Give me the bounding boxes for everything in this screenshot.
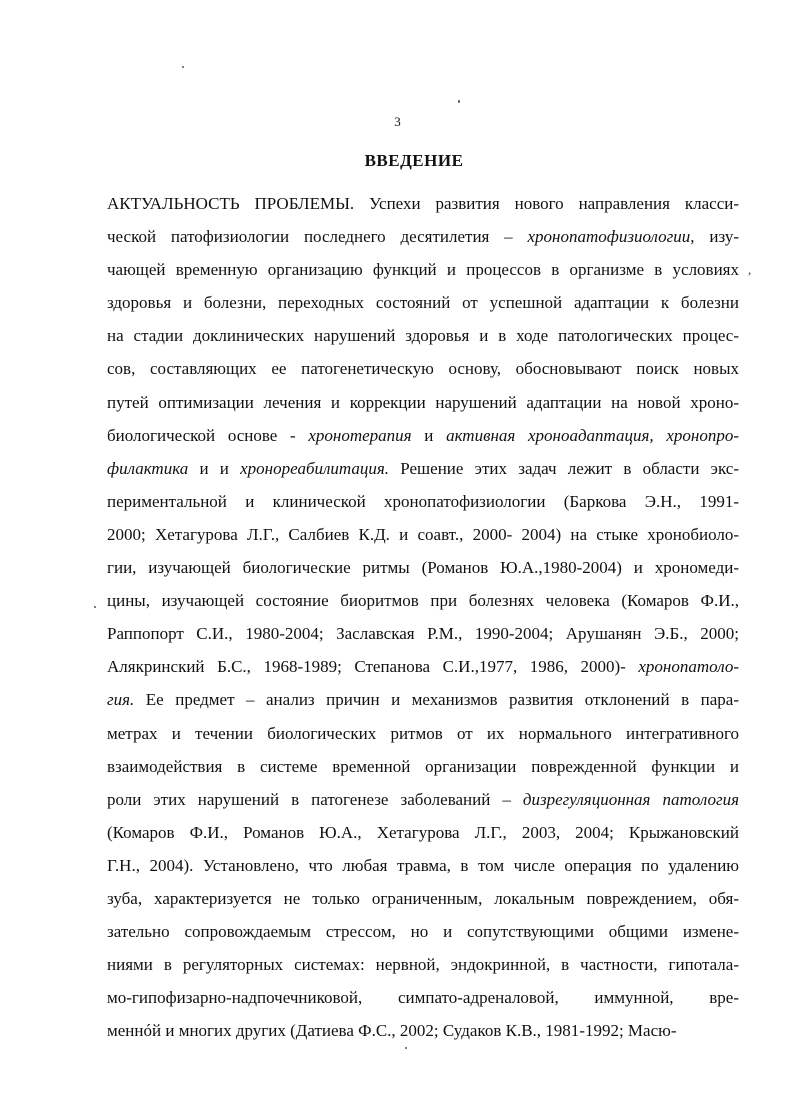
margin-mark-icon: , [748,262,752,277]
text-segment: метрах и течении биологических ритмов от их нормального интегративного [107,723,739,743]
page-title: ВВЕДЕНИЕ [364,151,464,170]
text-segment: сов, составляющих ее патогенетическую основу, обосновывают поиск новых [107,359,739,379]
scan-speck [458,100,460,103]
text-line [107,849,739,882]
text-segment: АКТУАЛЬНОСТЬ ПРОБЛЕМЫ. Успехи развития нового направления класси- [107,194,739,213]
text-line [107,948,739,981]
text-segment: периментальной и клинической хронопатофизиологии (Баркова Э.Н., 1991- [107,491,739,511]
text-segment: зательно сопровождаемым стрессом, но и сопутствующими общими измене- [107,922,739,942]
scan-speck [94,606,96,608]
text-segment [654,426,667,445]
text-segment: и [411,425,447,445]
text-segment: Алякринский Б.С., 1968-1989; Степанова С.И.,1977, 1986, 2000)- [107,657,639,677]
text-segment: Раппопорт С.И., 1980-2004; Заславская Р.М., 1990-2004; Арушанян Э.Б., 2000; [107,624,739,644]
text-segment: на стадии доклинических нарушений здоровья и в ходе патологических процес- [107,326,739,346]
text-segment: ниями в регуляторных системах: нервной, эндокринной, в частности, гипотала- [107,955,739,975]
scan-speck [182,66,184,68]
text-line [107,220,739,253]
text-line [107,981,739,1014]
text-line [107,717,739,750]
text-segment: и и [188,458,241,478]
text-segment: ческой патофизиологии последнего десятилетия – [107,227,528,247]
text-segment: 2000; Хетагурова Л.Г., Салбиев К.Д. и соавт., 2000- 2004) на стыке хронобиоло- [107,524,739,544]
text-line [107,319,739,352]
italic-term: филактика [107,458,189,478]
italic-term: гия. [107,690,135,710]
text-line [107,617,739,650]
text-segment: биологической основе - [107,425,309,445]
text-segment: чающей временную организацию функций и процессов в организме в условиях [107,260,739,280]
text-line [107,882,739,915]
text-line [107,253,739,286]
text-line [107,750,739,783]
italic-term: активная хроноадаптация, [446,425,654,445]
text-segment: Решение этих задач лежит в области экс- [389,458,739,478]
text-line [107,187,739,220]
text-line [107,1014,739,1047]
text-segment: взаимодействия в системе временной организации поврежденной функции и [107,756,739,776]
text-segment: гии, изучающей биологические ритмы (Романов Ю.А.,1980-2004) и хрономеди- [107,558,739,578]
italic-term: хронопро- [666,425,740,445]
text-line [107,783,739,816]
text-segment: зуба, характеризуется не только ограниченным, локальным повреждением, обя- [107,888,739,908]
text-segment: изу- [694,227,739,247]
text-segment: путей оптимизации лечения и коррекции нарушений адаптации на новой хроно- [107,392,739,412]
italic-term: хронотерапия [308,425,412,445]
italic-term: хронореабилитация. [240,458,390,478]
introduction-paragraph [107,187,739,1047]
text-segment: цины, изучающей состояние биоритмов при болезнях человека (Комаров Ф.И., [107,591,739,611]
text-segment: Ее предмет – анализ причин и механизмов развития отклонений в пара- [134,690,739,710]
text-segment: (Комаров Ф.И., Романов Ю.А., Хетагурова Л.Г., 2003, 2004; Крыжановский [107,822,739,842]
text-line [107,286,739,319]
italic-term: хронопатофизиологии, [527,227,695,247]
italic-term: дизрегуляционная патология [522,789,739,809]
italic-term: хронопатоло- [638,657,739,677]
text-line [107,915,739,948]
page-number: 3 [394,114,401,129]
text-line [107,584,739,617]
text-segment: здоровья и болезни, переходных состояний от успешной адаптации к болезни [107,293,739,313]
text-segment: роли этих нарушений в патогенезе заболеваний – [107,789,523,809]
text-line [107,518,739,551]
text-line [107,683,739,716]
text-segment: Г.Н., 2004). Установлено, что любая травма, в том числе операция по удалению [107,855,739,875]
text-line [107,816,739,849]
text-line [107,419,739,452]
text-line [107,386,739,419]
text-segment: меннóй и многих других (Датиева Ф.С., 2002; Судаков К.В., 1981-1992; Масю- [107,1021,677,1041]
text-line [107,650,739,683]
text-line [107,352,739,385]
text-segment: мо-гипофизарно-надпочечниковой, симпато-адреналовой, иммунной, вре- [107,988,739,1008]
text-line [107,485,739,518]
text-line [107,551,739,584]
text-line [107,452,739,485]
